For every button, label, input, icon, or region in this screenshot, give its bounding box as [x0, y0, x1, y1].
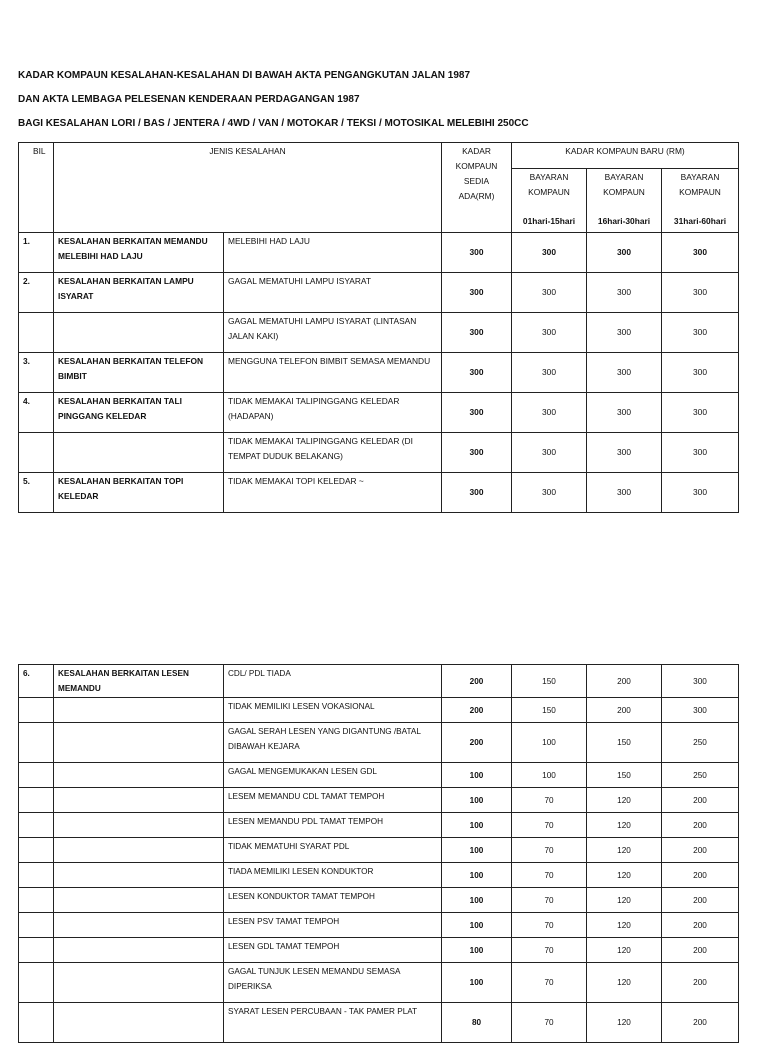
row-bil: 6.: [19, 665, 54, 698]
row-bayaran-31-60: 200: [662, 888, 739, 913]
row-bil: [19, 963, 54, 1003]
row-kategori: KESALAHAN BERKAITAN TALI PINGGANG KELEDAR: [54, 393, 224, 433]
row-bayaran-16-30: 120: [587, 813, 662, 838]
row-bayaran-16-30: 200: [587, 698, 662, 723]
row-kadar-sedia-ada: 300: [442, 353, 512, 393]
row-bayaran-16-30: 120: [587, 863, 662, 888]
row-bayaran-31-60: 300: [662, 353, 739, 393]
header-kompaun-line: KOMPAUN: [603, 187, 645, 197]
table-row: [19, 838, 739, 863]
row-bayaran-31-60: 200: [662, 938, 739, 963]
row-kadar-sedia-ada: 300: [442, 393, 512, 433]
row-kategori: [54, 963, 224, 1003]
row-bayaran-01-15: 300: [512, 313, 587, 353]
row-kesalahan: MELEBIHI HAD LAJU: [224, 233, 442, 273]
row-bil: [19, 863, 54, 888]
row-bayaran-31-60: 300: [662, 233, 739, 273]
row-kadar-sedia-ada: 100: [442, 913, 512, 938]
row-kesalahan: GAGAL SERAH LESEN YANG DIGANTUNG /BATAL DIBAWAH KEJARA: [224, 723, 442, 763]
row-kategori: [54, 938, 224, 963]
row-kategori: KESALAHAN BERKAITAN LESEN MEMANDU: [54, 665, 224, 698]
row-kategori: [54, 863, 224, 888]
table-row: [19, 723, 739, 763]
row-bayaran-31-60: 300: [662, 273, 739, 313]
row-bayaran-16-30: 300: [587, 393, 662, 433]
row-bayaran-31-60: 200: [662, 963, 739, 1003]
row-bayaran-31-60: 300: [662, 393, 739, 433]
row-bayaran-16-30: 200: [587, 665, 662, 698]
row-bil: 4.: [19, 393, 54, 433]
row-bayaran-16-30: 300: [587, 473, 662, 513]
row-bayaran-31-60: 250: [662, 763, 739, 788]
row-bil: 5.: [19, 473, 54, 513]
row-kesalahan: CDL/ PDL TIADA: [224, 665, 442, 698]
compound-rate-table-2: [18, 664, 739, 1043]
row-kadar-sedia-ada: 200: [442, 723, 512, 763]
row-kesalahan: LESEN PSV TAMAT TEMPOH: [224, 913, 442, 938]
row-bil: [19, 723, 54, 763]
table-row: [19, 433, 739, 473]
row-bil: [19, 913, 54, 938]
row-bayaran-31-60: 200: [662, 863, 739, 888]
table-row: [19, 233, 739, 273]
row-kadar-sedia-ada: 100: [442, 763, 512, 788]
header-sedia-line: SEDIA: [463, 176, 490, 186]
document-title: KADAR KOMPAUN KESALAHAN-KESALAHAN DI BAWAH AKTA PENGANGKUTAN JALAN 1987: [18, 70, 471, 81]
row-bayaran-31-60: 300: [662, 698, 739, 723]
header-kadar-line: KADAR: [462, 146, 491, 156]
table-row: [19, 473, 739, 513]
row-kesalahan: LESEN KONDUKTOR TAMAT TEMPOH: [224, 888, 442, 913]
compound-rate-table-1: [18, 142, 739, 513]
row-bayaran-31-60: 200: [662, 838, 739, 863]
row-kesalahan: SYARAT LESEN PERCUBAAN - TAK PAMER PLAT: [224, 1003, 442, 1043]
row-bayaran-01-15: 300: [512, 273, 587, 313]
row-bayaran-01-15: 100: [512, 723, 587, 763]
row-bayaran-16-30: 120: [587, 1003, 662, 1043]
row-kategori: [54, 913, 224, 938]
row-bil: [19, 788, 54, 813]
row-bayaran-16-30: 120: [587, 913, 662, 938]
row-bil: [19, 313, 54, 353]
row-kadar-sedia-ada: 80: [442, 1003, 512, 1043]
row-bil: [19, 938, 54, 963]
table-row: [19, 698, 739, 723]
row-kategori: KESALAHAN BERKAITAN MEMANDU MELEBIHI HAD LAJU: [54, 233, 224, 273]
header-bayaran-line: BAYARAN: [529, 172, 569, 182]
table-row: [19, 1003, 739, 1043]
row-kesalahan: GAGAL MEMATUHI LAMPU ISYARAT (LINTASAN JALAN KAKI): [224, 313, 442, 353]
row-bayaran-01-15: 70: [512, 963, 587, 1003]
row-bayaran-31-60: 300: [662, 313, 739, 353]
row-bayaran-01-15: 70: [512, 813, 587, 838]
row-bil: [19, 433, 54, 473]
row-kategori: [54, 838, 224, 863]
row-bayaran-16-30: 120: [587, 838, 662, 863]
row-kadar-sedia-ada: 300: [442, 313, 512, 353]
header-period-3: [662, 169, 739, 233]
row-bil: 1.: [19, 233, 54, 273]
table-row: [19, 963, 739, 1003]
row-kategori: [54, 813, 224, 838]
row-bayaran-01-15: 100: [512, 763, 587, 788]
row-kategori: [54, 763, 224, 788]
header-kompaun-line: KOMPAUN: [679, 187, 721, 197]
row-bil: [19, 838, 54, 863]
table-row: [19, 273, 739, 313]
table-2-body: [19, 665, 739, 1043]
row-kadar-sedia-ada: 100: [442, 788, 512, 813]
row-bayaran-16-30: 120: [587, 888, 662, 913]
header-period-label: 31hari-60hari: [673, 216, 727, 226]
row-kategori: [54, 313, 224, 353]
row-kategori: [54, 723, 224, 763]
row-bayaran-31-60: 200: [662, 913, 739, 938]
table-row: [19, 938, 739, 963]
header-kadar-kompaun-baru: KADAR KOMPAUN BARU (RM): [512, 143, 739, 169]
row-kesalahan: LESEN GDL TAMAT TEMPOH: [224, 938, 442, 963]
header-ada-rm-line: ADA(RM): [458, 191, 495, 201]
row-kadar-sedia-ada: 200: [442, 698, 512, 723]
row-kesalahan: LESEM MEMANDU CDL TAMAT TEMPOH: [224, 788, 442, 813]
row-bayaran-01-15: 300: [512, 233, 587, 273]
row-bayaran-16-30: 150: [587, 723, 662, 763]
row-bil: 2.: [19, 273, 54, 313]
row-bayaran-16-30: 300: [587, 313, 662, 353]
row-bil: 3.: [19, 353, 54, 393]
header-kompaun-line: KOMPAUN: [528, 187, 570, 197]
row-bayaran-01-15: 300: [512, 353, 587, 393]
table-row: [19, 813, 739, 838]
row-bayaran-01-15: 70: [512, 788, 587, 813]
table-row: [19, 353, 739, 393]
row-kategori: [54, 698, 224, 723]
table-row: [19, 788, 739, 813]
row-kategori: [54, 433, 224, 473]
row-bil: [19, 1003, 54, 1043]
row-kadar-sedia-ada: 200: [442, 665, 512, 698]
row-bil: [19, 763, 54, 788]
row-kadar-sedia-ada: 300: [442, 273, 512, 313]
row-kesalahan: GAGAL MENGEMUKAKAN LESEN GDL: [224, 763, 442, 788]
header-kompaun-line: KOMPAUN: [455, 161, 498, 171]
row-kategori: KESALAHAN BERKAITAN TELEFON BIMBIT: [54, 353, 224, 393]
row-bayaran-31-60: 200: [662, 788, 739, 813]
row-kategori: [54, 888, 224, 913]
row-bayaran-31-60: 300: [662, 433, 739, 473]
table-1-body: [19, 233, 739, 513]
row-bayaran-16-30: 300: [587, 233, 662, 273]
row-bil: [19, 698, 54, 723]
header-period-2: [587, 169, 662, 233]
row-kadar-sedia-ada: 100: [442, 813, 512, 838]
row-bayaran-16-30: 120: [587, 963, 662, 1003]
header-bayaran-line: BAYARAN: [680, 172, 720, 182]
row-bayaran-01-15: 300: [512, 393, 587, 433]
row-bayaran-16-30: 120: [587, 788, 662, 813]
row-kesalahan: LESEN MEMANDU PDL TAMAT TEMPOH: [224, 813, 442, 838]
table-row: [19, 665, 739, 698]
row-kadar-sedia-ada: 100: [442, 863, 512, 888]
row-kesalahan: TIDAK MEMAKAI TALIPINGGANG KELEDAR (HADAPAN): [224, 393, 442, 433]
row-kesalahan: GAGAL TUNJUK LESEN MEMANDU SEMASA DIPERIKSA: [224, 963, 442, 1003]
header-bayaran-line: BAYARAN: [604, 172, 644, 182]
row-kesalahan: TIDAK MEMAKAI TOPI KELEDAR ~: [224, 473, 442, 513]
row-bayaran-31-60: 200: [662, 1003, 739, 1043]
row-bayaran-01-15: 300: [512, 433, 587, 473]
row-kategori: KESALAHAN BERKAITAN LAMPU ISYARAT: [54, 273, 224, 313]
row-kadar-sedia-ada: 300: [442, 233, 512, 273]
row-bayaran-16-30: 300: [587, 273, 662, 313]
row-kesalahan: TIDAK MEMILIKI LESEN VOKASIONAL: [224, 698, 442, 723]
row-bayaran-01-15: 70: [512, 838, 587, 863]
row-bayaran-31-60: 250: [662, 723, 739, 763]
header-bil: BIL: [19, 143, 54, 233]
row-kesalahan: TIDAK MEMATUHI SYARAT PDL: [224, 838, 442, 863]
row-bayaran-01-15: 70: [512, 863, 587, 888]
row-kadar-sedia-ada: 300: [442, 473, 512, 513]
row-bayaran-01-15: 70: [512, 888, 587, 913]
row-kadar-sedia-ada: 100: [442, 963, 512, 1003]
document-subtitle: DAN AKTA LEMBAGA PELESENAN KENDERAAN PERDAGANGAN 1987: [18, 94, 360, 105]
row-kadar-sedia-ada: 100: [442, 938, 512, 963]
row-kategori: [54, 788, 224, 813]
row-kesalahan: TIDAK MEMAKAI TALIPINGGANG KELEDAR (DI TEMPAT DUDUK BELAKANG): [224, 433, 442, 473]
row-bayaran-01-15: 150: [512, 698, 587, 723]
row-bayaran-31-60: 300: [662, 473, 739, 513]
header-period-1: [512, 169, 587, 233]
row-bil: [19, 813, 54, 838]
row-kesalahan: GAGAL MEMATUHI LAMPU ISYARAT: [224, 273, 442, 313]
row-bayaran-16-30: 120: [587, 938, 662, 963]
table-row: [19, 313, 739, 353]
row-kategori: KESALAHAN BERKAITAN TOPI KELEDAR: [54, 473, 224, 513]
row-bayaran-31-60: 300: [662, 665, 739, 698]
row-bayaran-31-60: 200: [662, 813, 739, 838]
header-kadar-sedia-ada: [442, 143, 512, 233]
row-bayaran-01-15: 70: [512, 938, 587, 963]
row-kategori: [54, 1003, 224, 1043]
row-bayaran-16-30: 300: [587, 433, 662, 473]
row-bayaran-01-15: 300: [512, 473, 587, 513]
row-kesalahan: TIADA MEMILIKI LESEN KONDUKTOR: [224, 863, 442, 888]
row-kadar-sedia-ada: 300: [442, 433, 512, 473]
header-period-label: 01hari-15hari: [522, 216, 576, 226]
row-bayaran-16-30: 150: [587, 763, 662, 788]
row-bil: [19, 888, 54, 913]
row-bayaran-01-15: 70: [512, 1003, 587, 1043]
table-row: [19, 763, 739, 788]
vehicle-category-heading: BAGI KESALAHAN LORI / BAS / JENTERA / 4WD / VAN / MOTOKAR / TEKSI / MOTOSIKAL MELEBIHI 250CC: [18, 118, 529, 129]
row-bayaran-01-15: 70: [512, 913, 587, 938]
row-bayaran-16-30: 300: [587, 353, 662, 393]
row-kesalahan: MENGGUNA TELEFON BIMBIT SEMASA MEMANDU: [224, 353, 442, 393]
row-bayaran-01-15: 150: [512, 665, 587, 698]
row-kadar-sedia-ada: 100: [442, 838, 512, 863]
table-row: [19, 863, 739, 888]
table-row: [19, 393, 739, 433]
table-row: [19, 913, 739, 938]
row-kadar-sedia-ada: 100: [442, 888, 512, 913]
header-period-label: 16hari-30hari: [597, 216, 651, 226]
table-row: [19, 888, 739, 913]
header-jenis-kesalahan: JENIS KESALAHAN: [54, 143, 442, 233]
